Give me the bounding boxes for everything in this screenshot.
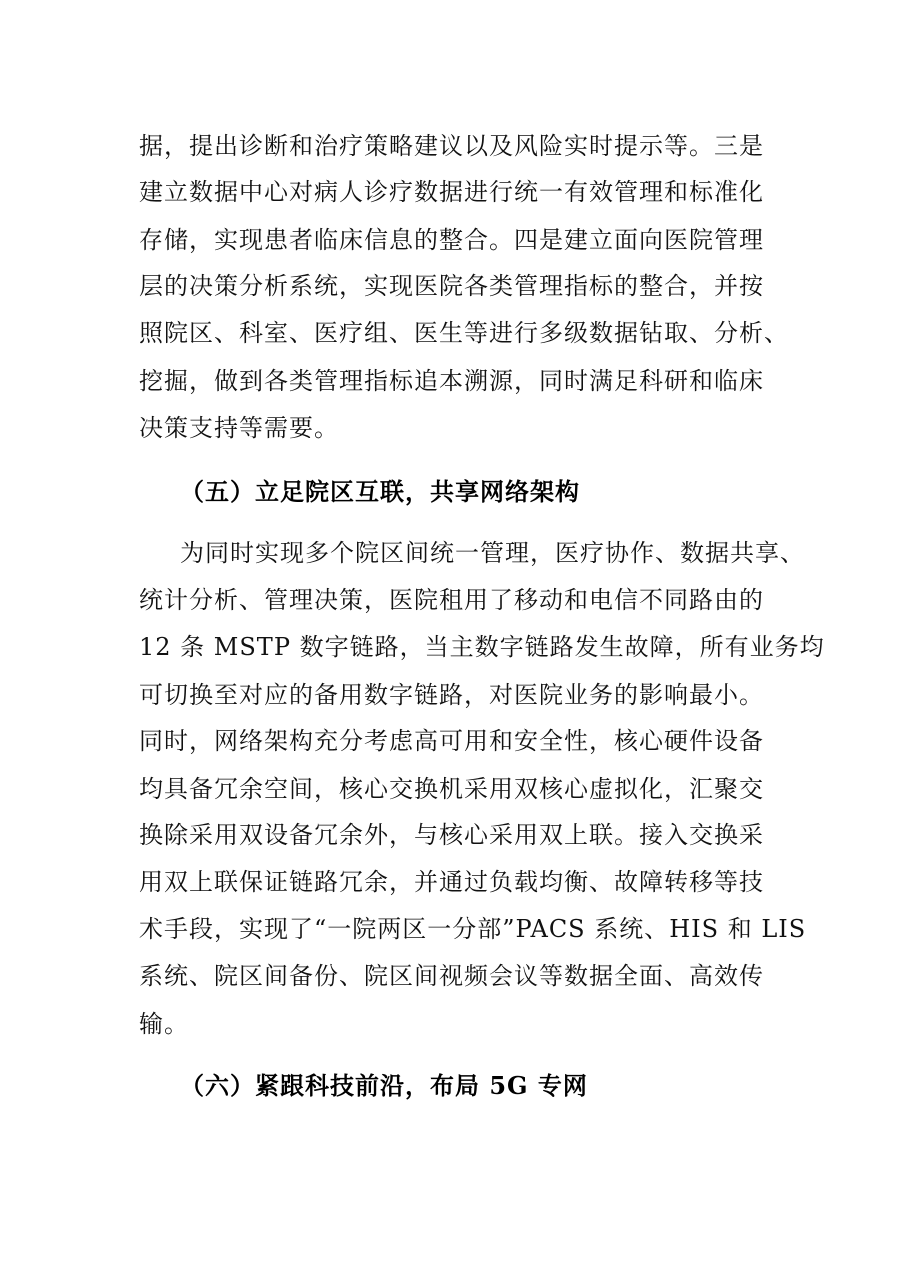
paragraph-line: 均具备冗余空间，核心交换机采用双核心虚拟化，汇聚交	[139, 775, 764, 803]
section-heading: （五）立足院区互联，共享网络架构	[180, 477, 580, 506]
paragraph-line: 系统、院区间备份、院区间视频会议等数据全面、高效传	[139, 962, 764, 990]
paragraph-line: 决策支持等需要。	[139, 414, 339, 442]
paragraph-line: 12 条 MSTP 数字链路，当主数字链路发生故障，所有业务均	[139, 633, 825, 661]
paragraph-line: 据，提出诊断和治疗策略建议以及风险实时提示等。三是	[139, 132, 764, 160]
paragraph-line: 用双上联保证链路冗余，并通过负载均衡、故障转移等技	[139, 868, 764, 896]
paragraph-line: 同时，网络架构充分考虑高可用和安全性，核心硬件设备	[139, 727, 764, 755]
paragraph-line: 挖掘，做到各类管理指标追本溯源，同时满足科研和临床	[139, 367, 764, 395]
paragraph-line: 为同时实现多个院区间统一管理，医疗协作、数据共享、	[180, 539, 805, 567]
section-heading: （六）紧跟科技前沿，布局 5G 专网	[180, 1071, 588, 1100]
paragraph-line: 输。	[139, 1010, 189, 1038]
paragraph-line: 照院区、科室、医疗组、医生等进行多级数据钻取、分析、	[139, 319, 789, 347]
paragraph-line: 统计分析、管理决策，医院租用了移动和电信不同路由的	[139, 586, 764, 614]
paragraph-line: 术手段，实现了“一院两区一分部”PACS 系统、HIS 和 LIS	[139, 915, 807, 943]
paragraph-line: 换除采用双设备冗余外，与核心采用双上联。接入交换采	[139, 821, 764, 849]
paragraph-line: 建立数据中心对病人诊疗数据进行统一有效管理和标准化	[139, 178, 764, 206]
paragraph-line: 层的决策分析系统，实现医院各类管理指标的整合，并按	[139, 272, 764, 300]
paragraph-line: 可切换至对应的备用数字链路，对医院业务的影响最小。	[139, 681, 764, 709]
paragraph-line: 存储，实现患者临床信息的整合。四是建立面向医院管理	[139, 226, 764, 254]
